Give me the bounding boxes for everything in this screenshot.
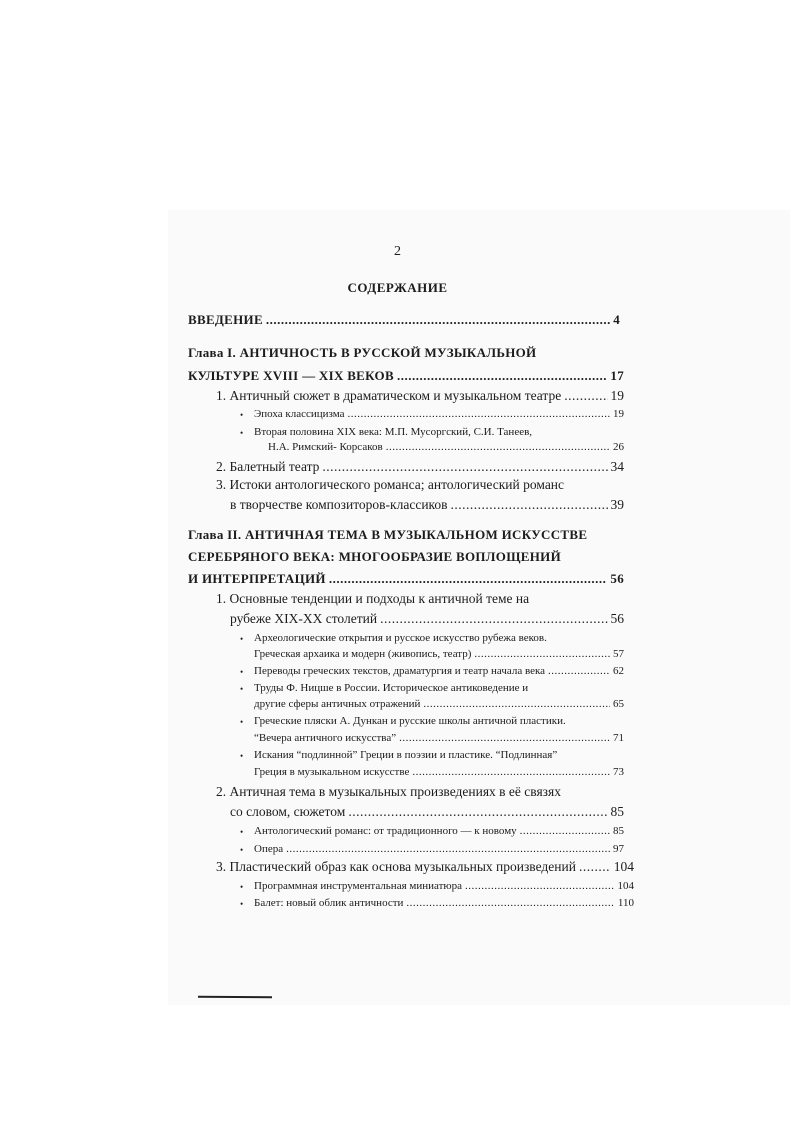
bullet-icon: • [240, 667, 244, 677]
bullet-icon: • [240, 827, 244, 837]
toc-subsection-2-2-2[interactable]: Опера ..... 97 [254, 843, 624, 855]
toc-section-2-2-line1: 2. Античная тема в музыкальных произведениях в её связях [216, 784, 561, 799]
toc-subsection-2-1-1[interactable]: Греческая архаика и модерн (живопись, театр) ..... 57 [254, 648, 624, 660]
toc-chapter-2-heading: Глава II. АНТИЧНАЯ ТЕМА В МУЗЫКАЛЬНОМ ИСКУССТВЕ [188, 527, 588, 542]
toc-section-1-1[interactable]: 1. Античный сюжет в драматическом и музыкальном театре ..... 19 [216, 388, 624, 404]
toc-subsection-2-1-4[interactable]: “Вечера античного искусства” ..... 71 [254, 732, 624, 744]
toc-subsection-2-1-3-line1: Труды Ф. Ницше в России. Историческое антиковедение и [254, 682, 529, 694]
bullet-icon: • [240, 899, 244, 909]
toc-subsection-1-1-2-line1: Вторая половина XIX века: М.П. Мусоргский, С.И. Танеев, [254, 426, 533, 438]
toc-entry-introduction[interactable]: ВВЕДЕНИЕ ..... 4 [188, 312, 620, 328]
toc-section-1-3-line1: 3. Истоки антологического романса; антологический романс [216, 477, 565, 492]
toc-subsection-2-1-5[interactable]: Греция в музыкальном искусстве ..... 73 [254, 766, 624, 778]
bullet-icon: • [240, 684, 244, 694]
toc-subsection-1-1-2[interactable]: Н.А. Римский- Корсаков ..... 26 [268, 441, 624, 453]
toc-subsection-2-1-3[interactable]: другие сферы античных отражений ..... 65 [254, 698, 624, 710]
toc-section-1-3[interactable]: в творчестве композиторов-классиков ..... 39 [230, 497, 624, 513]
scan-underline-mark [198, 996, 272, 998]
bullet-icon: • [240, 634, 244, 644]
toc-section-2-2[interactable]: со словом, сюжетом ..... 85 [230, 804, 624, 820]
toc-subsection-2-2-1[interactable]: Антологический романс: от традиционного — к новому ..... 85 [254, 825, 624, 837]
toc-subsection-2-1-1-line1: Археологические открытия и русское искусство рубежа веков. [254, 632, 547, 644]
toc-subsection-2-1-4-line1: Греческие пляски А. Дункан и русские школы античной пластики. [254, 715, 566, 727]
page-title: СОДЕРЖАНИЕ [347, 280, 448, 295]
toc-section-2-1[interactable]: рубеже XIX-XX столетий ..... 56 [230, 611, 624, 627]
toc-subsection-2-3-1[interactable]: Программная инструментальная миниатюра ..... 104 [254, 880, 634, 892]
toc-chapter-1[interactable]: КУЛЬТУРЕ XVIII — XIX ВЕКОВ ..... 17 [188, 368, 624, 384]
toc-section-2-1-line1: 1. Основные тенденции и подходы к античной теме на [216, 591, 530, 606]
bullet-icon: • [240, 882, 244, 892]
toc-subsection-1-1-1[interactable]: Эпоха классицизма ..... 19 [254, 408, 624, 420]
toc-chapter-1-heading: Глава I. АНТИЧНОСТЬ В РУССКОЙ МУЗЫКАЛЬНОЙ [188, 345, 537, 360]
bullet-icon: • [240, 717, 244, 727]
bullet-icon: • [240, 845, 244, 855]
toc-subsection-2-1-2[interactable]: Переводы греческих текстов, драматургия и театр начала века ..... 62 [254, 665, 624, 677]
toc-subsection-2-3-2[interactable]: Балет: новый облик античности ..... 110 [254, 897, 634, 909]
toc-subsection-2-1-5-line1: Искания “подлинной” Греции в поэзии и пластике. “Подлинная” [254, 749, 558, 761]
bullet-icon: • [240, 428, 244, 438]
bullet-icon: • [240, 410, 244, 420]
toc-chapter-2-heading-line2: СЕРЕБРЯНОГО ВЕКА: МНОГООБРАЗИЕ ВОПЛОЩЕНИЙ [188, 549, 561, 564]
toc-chapter-2[interactable]: И ИНТЕРПРЕТАЦИЙ ..... 56 [188, 571, 624, 587]
page-number: 2 [394, 244, 401, 259]
toc-section-1-2[interactable]: 2. Балетный театр ..... 34 [216, 459, 624, 475]
toc-section-2-3[interactable]: 3. Пластический образ как основа музыкальных произведений ..... 104 [216, 859, 634, 875]
bullet-icon: • [240, 751, 244, 761]
